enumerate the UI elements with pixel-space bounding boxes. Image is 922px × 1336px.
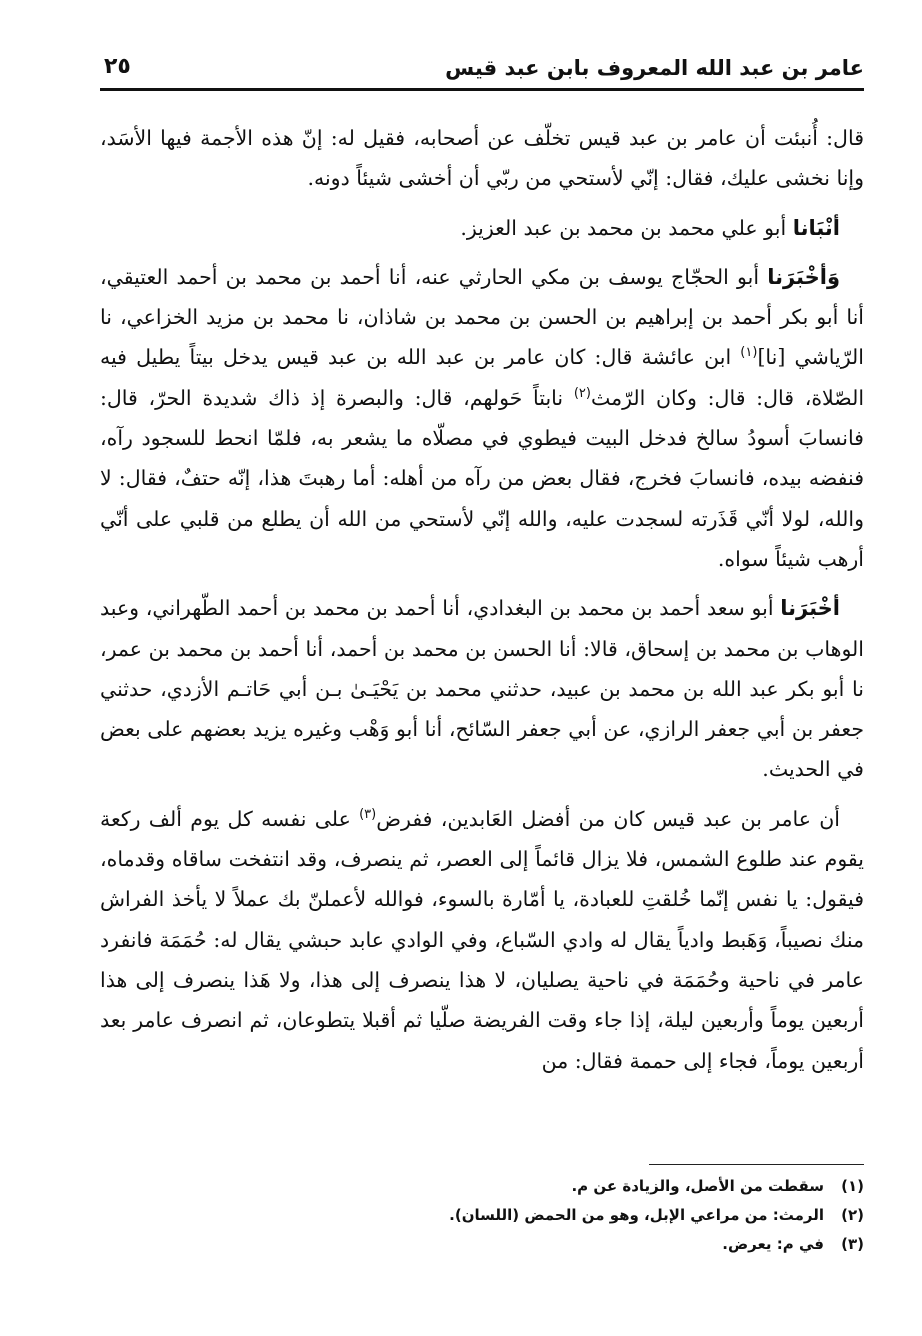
- paragraph-text: قال: أُنبئت أن عامر بن عبد قيس تخلّف عن أصحابه، فقيل له: إنّ هذه الأجمة فيها الأسَد، وإنا نخشى عليك، فقال: إنّي لأستحي من ربّي أن أخشى شيئاً دونه.: [100, 126, 864, 191]
- footnote-2: [100, 1201, 864, 1230]
- footnote-ref-3[interactable]: (٣): [359, 806, 377, 822]
- header-rule: [100, 88, 864, 91]
- paragraph-text: أبو سعد أحمد بن محمد بن البغدادي، أنا أحمد بن محمد بن أحمد الطّهراني، وعبد الوهاب بن محمد بن إسحاق، قالا: أنا الحسن بن محمد بن أحمد، أنا أحمد بن محمد بن عمر، نا أبو بكر عبد الله بن محمد بن عبيد، حدثني محمد بن يَحْيَـىٰ بـن أبي حَاتـم الأزدي، حدثني جعفر بن أبي جعفر الرازي، عن أبي جعفر السّائح، أنا أبو وَهْب وغيره يزيد بعضهم على بعض في الحديث.: [100, 596, 864, 782]
- paragraph-2: [100, 208, 864, 248]
- footnote-1: [100, 1172, 864, 1201]
- paragraph-text: على نفسه كل يوم ألف ركعة يقوم عند طلوع الشمس، فلا يزال قائماً إلى العصر، ثم ينصرف، وقد انتفخت ساقاه وقدماه، فيقول: يا نفس إنّما خُلقتِ للعبادة، يا أمّارة بالسوء، فوالله لأعملنّ بك عملاً لا يأخذ الفراش منك نصيباً، وَهَبط وادياً يقال له وادي السّباع، وفي الوادي عابد حبشي يقال له: حُمَمَة فانفرد عامر في ناحية وحُمَمَة في ناحية يصليان، لا هذا ينصرف إلى هذا، ولا هَذا ينصرف إلى هذا أربعين يوماً وأربعين ليلة، إذا جاء وقت الفريضة صلّيا ثم أقبلا يتطوعان، ثم انصرف عامر بعد أربعين يوماً، فجاء إلى حممة فقال: من: [100, 806, 864, 1073]
- paragraph-text: أن عامر بن عبد قيس كان من أفضل العَابدين، ففرض: [376, 806, 840, 831]
- paragraph-text: أبو الحجّاج يوسف بن مكي الحارثي عنه، أنا أحمد بن محمد بن أحمد العتيقي، أنا أبو بكر أحمد بن إبراهيم بن الحسن بن محمد بن شاذان، نا محمد بن مزيد الخزاعي، نا الرّياشي [نا]: [100, 264, 864, 370]
- narration-keyword: أنْبَانا: [792, 215, 840, 240]
- paragraph-3: [100, 257, 864, 579]
- narration-keyword: وَأخْبَرَنا: [767, 264, 840, 289]
- footnotes: [100, 1172, 864, 1259]
- paragraph-4: [100, 588, 864, 789]
- paragraph-text: نابتاً حَولهم، قال: والبصرة إذ ذاك شديدة الحرّ، قال: فانسابَ أسودُ سالخ فدخل البيت فيطوي في مصلّاه ما يشعر به، فلمّا انحط للسجود رآه، فنفضه بيده، فانسابَ فخرج، فقال بعض من رآه من أهله: أما رهبتَ هذا، إنّه حتفٌ، فقال: لا والله، لولا أنّي قَذَرته لسجدت عليه، والله إنّي لأستحي من الله أن يطلع من قلبي على أنّي أرهب شيئاً سواه.: [100, 385, 864, 571]
- running-title: عامر بن عبد الله المعروف بابن عبد قيس: [445, 56, 864, 80]
- footnote-ref-1[interactable]: (١): [740, 345, 758, 361]
- paragraph-text: ابن عائشة قال: كان عامر بن عبد الله بن عبد قيس يدخل بيتاً يطيل فيه الصّلاة، قال: قال: وكان الرّمث: [100, 345, 865, 410]
- footnote-number: (٣): [841, 1235, 864, 1253]
- page-number: ٢٥: [104, 54, 131, 79]
- footnote-number: (٢): [841, 1206, 864, 1224]
- footnote-ref-2[interactable]: (٢): [573, 385, 591, 401]
- narration-keyword: أخْبَرَنا: [780, 596, 840, 621]
- body-text: [100, 118, 864, 1081]
- footnote-number: (١): [841, 1177, 864, 1195]
- paragraph-1: [100, 118, 864, 199]
- paragraph-text: أبو علي محمد بن محمد بن عبد العزيز.: [460, 215, 793, 240]
- paragraph-5: [100, 799, 864, 1081]
- footnote-rule: [649, 1164, 864, 1165]
- footnote-text: الرمث: من مراعي الإبل، وهو من الحمض (اللسان).: [449, 1206, 824, 1224]
- page-header: [100, 52, 864, 86]
- footnote-3: [100, 1230, 864, 1259]
- footnote-text: سقطت من الأصل، والزيادة عن م.: [571, 1177, 824, 1195]
- footnote-text: في م: يعرض.: [722, 1235, 824, 1253]
